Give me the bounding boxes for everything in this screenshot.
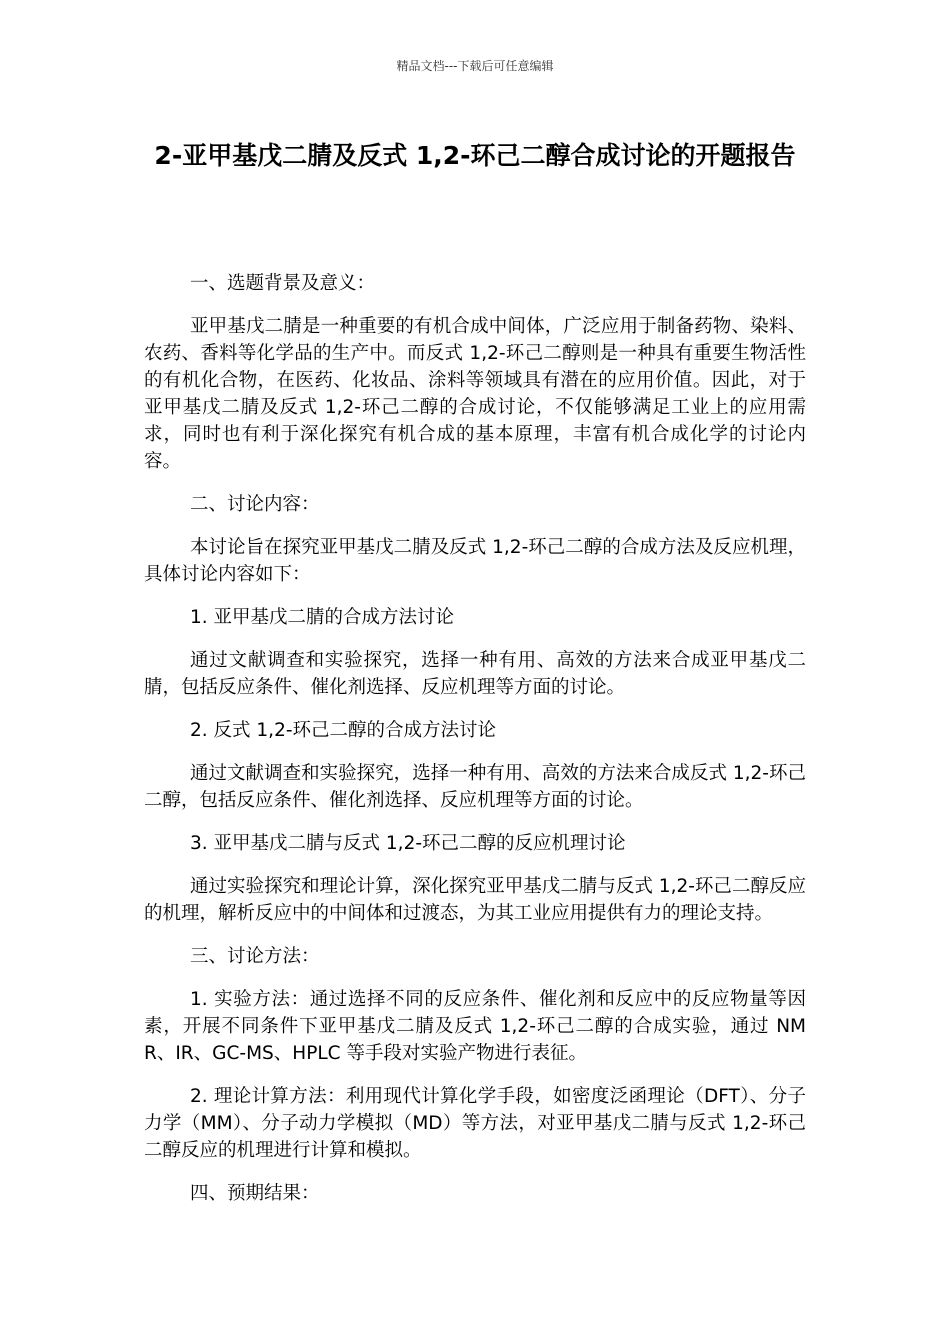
section-heading-expected-results: 四、预期结果： [190,1183,320,1204]
paragraph-item-3: 通过实验探究和理论计算，深化探究亚甲基戊二腈与反式 1,2-环己二醇反应的机理，解析反应中的中间体和过渡态，为其工业应用提供有力的理论支持。 [144,876,806,924]
section-heading-methods: 三、讨论方法： [190,946,320,967]
paragraph-method-theoretical: 2. 理论计算方法：利用现代计算化学手段，如密度泛函理论（DFT）、分子力学（MM）、分子动力学模拟（MD）等方法，对亚甲基戊二腈与反式 1,2-环己二醇反应的机理进行计算和模拟。 [144,1086,806,1161]
subheading-item-2: 2. 反式 1,2-环己二醇的合成方法讨论 [190,720,497,741]
document-title: 2-亚甲基戊二腈及反式 1,2-环己二醇合成讨论的开题报告 [154,141,796,170]
paragraph-item-1: 通过文献调查和实验探究，选择一种有用、高效的方法来合成亚甲基戊二腈，包括反应条件、催化剂选择、反应机理等方面的讨论。 [144,650,806,698]
paragraph-background: 亚甲基戊二腈是一种重要的有机合成中间体，广泛应用于制备药物、染料、农药、香料等化学品的生产中。而反式 1,2-环己二醇则是一种具有重要生物活性的有机化合物，在医药、化妆品、涂料等领域具有潜在的应用价值。因此，对于亚甲基戊二腈及反式 1,2-环己二醇的合成讨论，不仅能够满足工业上的应用需求，同时也有利于深化探究有机合成的基本原理，丰富有机合成化学的讨论内容。 [144,316,806,472]
section-heading-background: 一、选题背景及意义： [190,273,376,294]
subheading-item-1: 1. 亚甲基戊二腈的合成方法讨论 [190,607,455,628]
paragraph-method-experimental: 1. 实验方法：通过选择不同的反应条件、催化剂和反应中的反应物量等因素，开展不同条件下亚甲基戊二腈及反式 1,2-环己二醇的合成实验，通过 NMR、IR、GC-MS、HPLC 等手段对实验产物进行表征。 [144,989,806,1064]
subheading-item-3: 3. 亚甲基戊二腈与反式 1,2-环己二醇的反应机理讨论 [190,833,626,854]
paragraph-item-2: 通过文献调查和实验探究，选择一种有用、高效的方法来合成反式 1,2-环己二醇，包括反应条件、催化剂选择、反应机理等方面的讨论。 [144,763,806,811]
paragraph-content-intro: 本讨论旨在探究亚甲基戊二腈及反式 1,2-环己二醇的合成方法及反应机理，具体讨论内容如下： [144,537,806,585]
page-header-note: 精品文档---下载后可任意编辑 [396,59,554,73]
document-body [144,270,806,1223]
section-heading-content: 二、讨论内容： [190,494,320,515]
